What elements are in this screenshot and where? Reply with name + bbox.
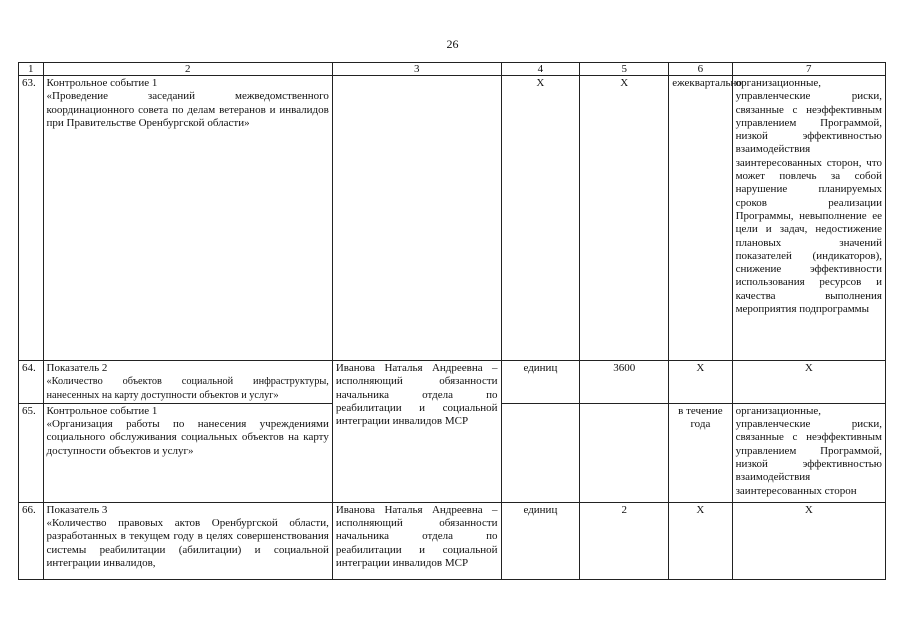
table-row <box>19 502 886 579</box>
row-number: 63. <box>19 76 44 361</box>
column-number-row <box>19 63 886 76</box>
period-cell: ежеквартально <box>669 76 732 361</box>
measures-table <box>18 62 886 580</box>
column-number: 2 <box>43 63 332 76</box>
row-number: 65. <box>19 403 44 502</box>
value-cell: X <box>580 76 669 361</box>
risks-cell: организационные, управленческие риски, связанные с неэффективным управлением Программой, низкой эффективностью взаимодействия заинтересованных сторон <box>732 403 885 502</box>
item-title: Показатель 2 <box>46 362 108 374</box>
item-description: «Проведение заседаний межведомственного координационного совета по делам ветеранов и инвалидов при Правительстве Оренбургской области» <box>46 90 329 129</box>
table-row <box>19 361 886 404</box>
period-cell: X <box>669 361 732 404</box>
item-description: «Организация работы по нанесения учреждениями социального обслуживания социальных объектов на карту доступности объектов и услуг» <box>46 418 329 457</box>
page-number: 26 <box>446 37 459 51</box>
unit-cell: единиц <box>501 502 580 579</box>
responsible-cell: Иванова Наталья Андреевна – исполняющий обязанности начальника отдела по реабилитации и социальной интеграции инвалидов МСР <box>332 502 501 579</box>
column-number: 6 <box>669 63 732 76</box>
risks-cell: X <box>732 502 885 579</box>
item-cell <box>43 76 332 361</box>
risks-cell: организационные, управленческие риски, связанные с неэффективным управлением Программой, низкой эффективностью взаимодействия заинтересованных сторон, что может повлечь за собой нарушение планируемых сроков реализации Программы, невыполнение ее цели и задач, недостижение плановых значений показателей (индикаторов), снижение эффективности использования ресурсов и качества выполнения мероприятия подпрограммы <box>732 76 885 361</box>
period-cell: в течение года <box>669 403 732 502</box>
column-number: 1 <box>19 63 44 76</box>
period-cell: X <box>669 502 732 579</box>
column-number: 7 <box>732 63 885 76</box>
item-cell <box>43 403 332 502</box>
item-title: Показатель 3 <box>46 503 108 516</box>
responsible-cell <box>332 76 501 361</box>
item-title: Контрольное событие 1 <box>46 77 158 89</box>
item-cell <box>43 502 332 579</box>
row-number: 66. <box>19 502 44 579</box>
item-cell <box>43 361 332 404</box>
table-row <box>19 76 886 361</box>
value-cell: 2 <box>580 502 669 579</box>
value-cell <box>580 403 669 502</box>
item-title: Контрольное событие 1 <box>46 404 158 417</box>
column-number: 4 <box>501 63 580 76</box>
column-number: 5 <box>580 63 669 76</box>
unit-cell <box>501 403 580 502</box>
unit-cell: единиц <box>501 361 580 404</box>
column-number: 3 <box>332 63 501 76</box>
item-description: «Количество правовых актов Оренбургской области, разработанных в текущем году в целях совершенствования системы реабилитации (абилитации) и социальной интеграции инвалидов, <box>46 517 329 570</box>
value-cell: 3600 <box>580 361 669 404</box>
row-number: 64. <box>19 361 44 404</box>
unit-cell: X <box>501 76 580 361</box>
responsible-cell: Иванова Наталья Андреевна – исполняющий обязанности начальника отдела по реабилитации и социальной интеграции инвалидов МСР <box>332 361 501 503</box>
risks-cell: X <box>732 361 885 404</box>
item-description: «Количество объектов социальной инфраструктуры, нанесенных на карту доступности объектов и услуг» <box>46 376 329 401</box>
